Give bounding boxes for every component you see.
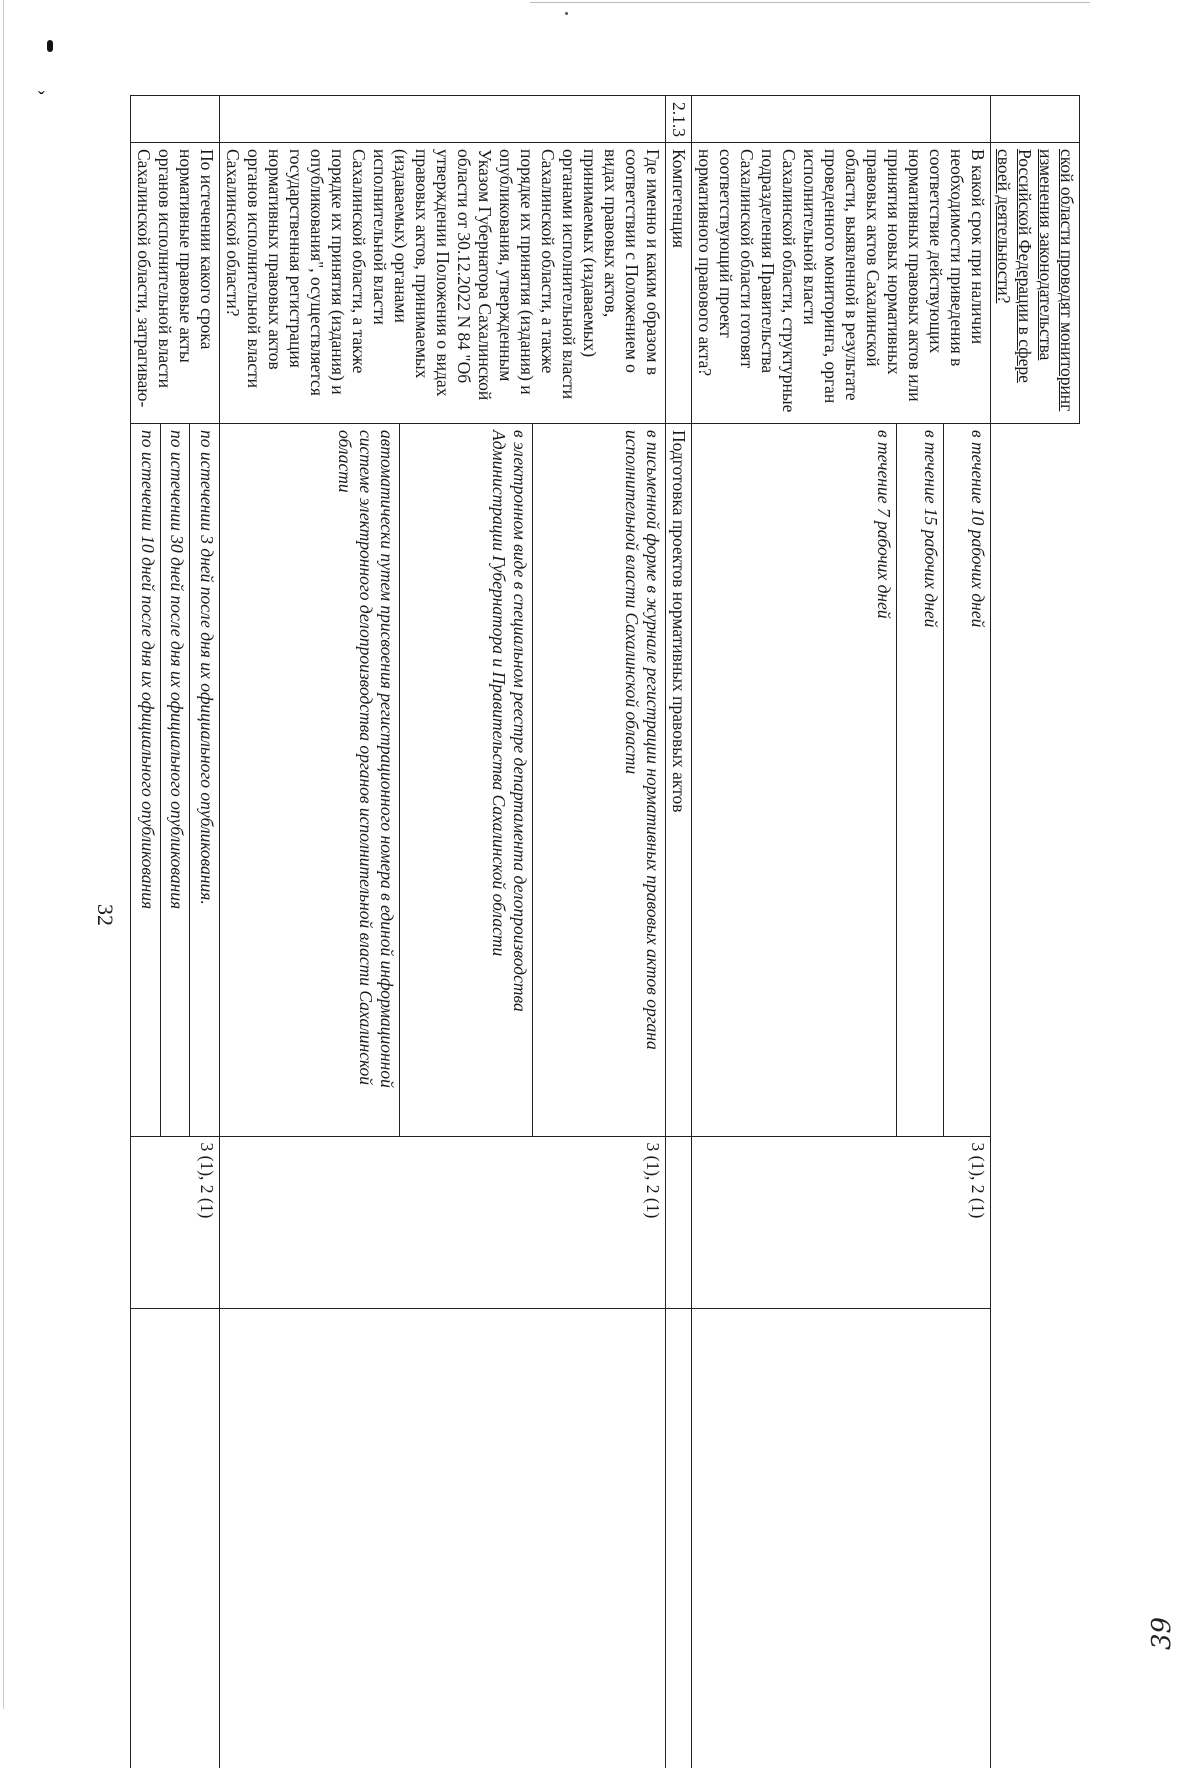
answer-option: по истечении 10 дней после дня их официального опубликования [131, 424, 161, 1137]
scan-speck [47, 40, 53, 52]
number-cell [991, 96, 1080, 143]
extra-cell [131, 1308, 220, 1768]
extra-cell [220, 1308, 666, 1768]
page-number: 32 [92, 895, 118, 935]
section-number: 2.1.3 [666, 96, 692, 143]
scan-speck: ˇ [38, 88, 45, 111]
handwritten-page-number: 39 [1147, 1617, 1177, 1650]
extra-cell [692, 1308, 991, 1768]
table-row [944, 96, 991, 1768]
question-cell: По истечении какого срока нормативные правовые акты органов исполнительной власти Сахалинской области, затрагиваю- [131, 143, 220, 424]
test-table [130, 95, 1080, 1768]
answer-option: автоматически путем присвоения регистрационного номера в единой информационной системе электронного делопроизводства органов исполнительной власти Сахалинской области [220, 424, 400, 1137]
ref-cell: 3 (1), 2 (1) [131, 1136, 220, 1308]
table-row [991, 96, 1080, 1768]
number-cell [692, 96, 991, 143]
ref-cell: 3 (1), 2 (1) [692, 1136, 991, 1308]
question-cell: Где именно и каким образом в соответствии с Положением о видах правовых актов, принимаемых (издаваемых) органами исполнительной власти Сахалинской области, а также порядке их принятия (издания) и опубликования, утвержденным Указом Губернатора Сахалинской области от 30.12.2022 N 84 "Об утверждении Положения о видах правовых актов, принимаемых (издаваемых) органами исполнительной власти Сахалинской области, а также порядке их принятия (издания) и опубликования", осуществляется государственная регистрация нормативных правовых актов органов исполнительной власти Сахалинской области? [220, 143, 666, 424]
rotated-page [160, 95, 1080, 1705]
ref-cell [991, 1136, 1080, 1308]
table-row [190, 96, 220, 1768]
table-row [533, 96, 666, 1768]
ref-cell [666, 1136, 692, 1308]
extra-cell [666, 1308, 692, 1768]
answer-option: в течение 15 рабочих дней [897, 424, 944, 1137]
answer-option: по истечении 3 дней после дня их официального опубликования. [190, 424, 220, 1137]
question-cell: В какой срок при наличии необходимости приведения в соответствие действующих нормативных правовых актов или принятия новых нормативных правовых актов Сахалинской области, выявленной в результате проведенного мониторинга, орган исполнительной власти Сахалинской области, структурные подразделения Правительства Сахалинской области готовят соответствующий проект нормативного правового акта? [692, 143, 991, 424]
answer-option: в письменной форме в журнале регистрации нормативных правовых актов органа исполнительной власти Сахалинской области [533, 424, 666, 1137]
number-cell [131, 96, 220, 143]
section-label: Компетенция [666, 143, 692, 424]
answer-option: в течение 7 рабочих дней [692, 424, 897, 1137]
question-text: ской области проводят мониторинг изменения законодательства Российской Федерации в сфере своей деятельности? [994, 149, 1077, 411]
extra-cell [991, 1308, 1080, 1768]
answer-option: по истечении 30 дней после дня их официального опубликования [160, 424, 190, 1137]
scan-left-edge [3, 0, 4, 1709]
ref-cell: 3 (1), 2 (1) [220, 1136, 666, 1308]
section-title: Подготовка проектов нормативных правовых актов [666, 424, 692, 1137]
question-cell [991, 143, 1080, 424]
answer-option: в течение 10 рабочих дней [944, 424, 991, 1137]
answer-cell [991, 424, 1080, 1137]
section-row [666, 96, 692, 1768]
scan-speck [565, 12, 568, 15]
scan-top-line [530, 2, 1090, 3]
number-cell [220, 96, 666, 143]
answer-option: в электронном виде в специальном реестре департамента делопроизводства Администрации Губернатора и Правительства Сахалинской области [400, 424, 533, 1137]
